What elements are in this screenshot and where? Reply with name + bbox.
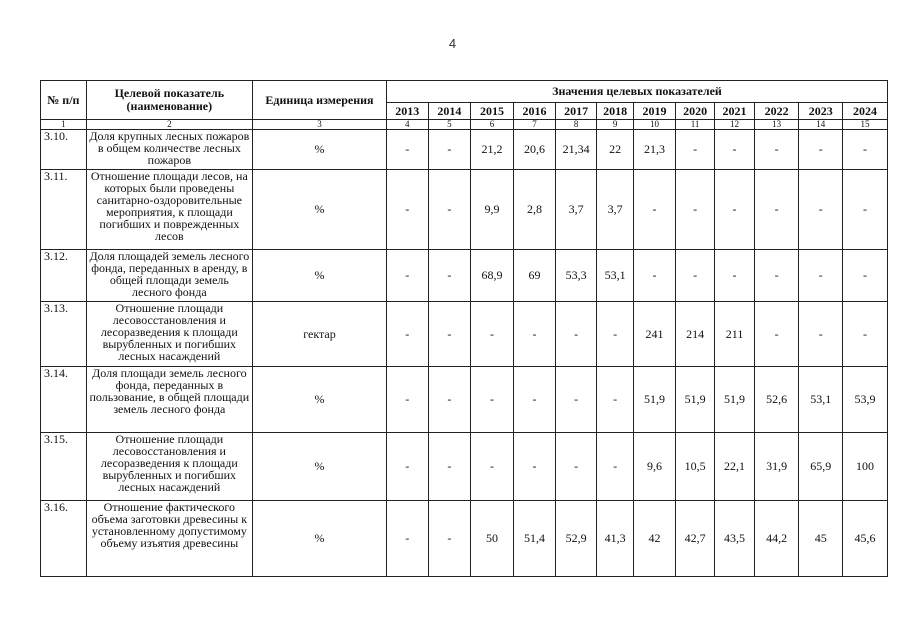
year-cell: 2022 — [754, 103, 799, 120]
value-cell: - — [799, 250, 843, 302]
value-cell: 68,9 — [471, 250, 514, 302]
table-row — [41, 170, 888, 250]
column-number: 7 — [513, 120, 556, 130]
value-cell: - — [754, 170, 799, 250]
column-number: 2 — [86, 120, 252, 130]
value-cell: 241 — [634, 302, 676, 367]
value-cell: 20,6 — [513, 130, 556, 170]
indicator-name: Отношение площади лесовосстановления и лесоразведения к площади вырубленных и погибших лесных насаждений — [86, 433, 252, 501]
value-cell: 52,6 — [754, 367, 799, 433]
value-cell: 50 — [471, 501, 514, 577]
value-cell: - — [799, 302, 843, 367]
value-cell: 100 — [843, 433, 888, 501]
indicator-name: Отношение фактического объема заготовки древесины к установленному допустимому объему изъятия древесины — [86, 501, 252, 577]
value-cell: - — [715, 130, 754, 170]
value-cell: - — [428, 501, 471, 577]
indicator-name: Доля площадей земель лесного фонда, переданных в аренду, в общей площади земель лесного фонда — [86, 250, 252, 302]
value-cell: - — [513, 367, 556, 433]
column-number: 15 — [843, 120, 888, 130]
value-cell: - — [428, 250, 471, 302]
row-number: 3.11. — [41, 170, 87, 250]
value-cell: 51,9 — [675, 367, 714, 433]
table-body — [41, 130, 888, 577]
value-cell: - — [843, 170, 888, 250]
table-row — [41, 250, 888, 302]
column-number: 11 — [675, 120, 714, 130]
row-number: 3.16. — [41, 501, 87, 577]
value-cell: - — [634, 250, 676, 302]
page-number: 4 — [448, 36, 457, 51]
value-cell: 45 — [799, 501, 843, 577]
indicator-name: Доля крупных лесных пожаров в общем количестве лесных пожаров — [86, 130, 252, 170]
column-number: 5 — [428, 120, 471, 130]
value-cell: - — [428, 302, 471, 367]
value-cell: 65,9 — [799, 433, 843, 501]
unit-cell: % — [252, 367, 386, 433]
value-cell: - — [387, 130, 429, 170]
table-row — [41, 302, 888, 367]
column-number: 3 — [252, 120, 386, 130]
value-cell: 52,9 — [556, 501, 597, 577]
value-cell: 42 — [634, 501, 676, 577]
column-number: 4 — [387, 120, 429, 130]
value-cell: - — [596, 433, 633, 501]
row-number: 3.14. — [41, 367, 87, 433]
value-cell: 3,7 — [596, 170, 633, 250]
unit-cell: % — [252, 250, 386, 302]
header-num: № п/п — [41, 81, 87, 120]
value-cell: 9,9 — [471, 170, 514, 250]
column-number: 6 — [471, 120, 514, 130]
column-number: 9 — [596, 120, 633, 130]
year-cell: 2016 — [513, 103, 556, 120]
value-cell: - — [596, 302, 633, 367]
year-cell: 2019 — [634, 103, 676, 120]
value-cell: - — [754, 302, 799, 367]
value-cell: - — [387, 433, 429, 501]
year-cell: 2013 — [387, 103, 429, 120]
value-cell: - — [428, 170, 471, 250]
indicator-name: Доля площади земель лесного фонда, переданных в пользование, в общей площади земель лесного фонда — [86, 367, 252, 433]
value-cell: 53,1 — [799, 367, 843, 433]
value-cell: - — [675, 250, 714, 302]
table-header — [41, 81, 888, 130]
value-cell: 43,5 — [715, 501, 754, 577]
unit-cell: % — [252, 170, 386, 250]
column-number: 8 — [556, 120, 597, 130]
value-cell: 69 — [513, 250, 556, 302]
column-number: 14 — [799, 120, 843, 130]
value-cell: 10,5 — [675, 433, 714, 501]
value-cell: - — [675, 130, 714, 170]
value-cell: 51,4 — [513, 501, 556, 577]
value-cell: 53,1 — [596, 250, 633, 302]
year-cell: 2017 — [556, 103, 597, 120]
value-cell: - — [556, 433, 597, 501]
row-number: 3.15. — [41, 433, 87, 501]
value-cell: 45,6 — [843, 501, 888, 577]
value-cell: - — [513, 302, 556, 367]
row-number: 3.13. — [41, 302, 87, 367]
value-cell: 21,34 — [556, 130, 597, 170]
value-cell: 2,8 — [513, 170, 556, 250]
value-cell: - — [843, 130, 888, 170]
value-cell: 9,6 — [634, 433, 676, 501]
value-cell: - — [715, 250, 754, 302]
row-number: 3.10. — [41, 130, 87, 170]
target-indicators-table — [40, 80, 888, 577]
value-cell: 42,7 — [675, 501, 714, 577]
value-cell: - — [715, 170, 754, 250]
year-cell: 2024 — [843, 103, 888, 120]
table-row — [41, 130, 888, 170]
value-cell: - — [513, 433, 556, 501]
unit-cell: гектар — [252, 302, 386, 367]
value-cell: - — [799, 130, 843, 170]
year-cell: 2023 — [799, 103, 843, 120]
value-cell: - — [471, 367, 514, 433]
value-cell: - — [387, 170, 429, 250]
value-cell: 22,1 — [715, 433, 754, 501]
value-cell: - — [754, 250, 799, 302]
unit-cell: % — [252, 501, 386, 577]
value-cell: - — [799, 170, 843, 250]
value-cell: 53,3 — [556, 250, 597, 302]
value-cell: - — [556, 302, 597, 367]
table-row — [41, 501, 888, 577]
year-cell: 2020 — [675, 103, 714, 120]
value-cell: - — [387, 501, 429, 577]
column-number: 10 — [634, 120, 676, 130]
value-cell: 22 — [596, 130, 633, 170]
value-cell: 31,9 — [754, 433, 799, 501]
indicator-name: Отношение площади лесов, на которых были проведены санитарно-оздоровительные мероприятия, к площади погибших и поврежденных лесов — [86, 170, 252, 250]
value-cell: 51,9 — [634, 367, 676, 433]
value-cell: - — [471, 433, 514, 501]
row-number: 3.12. — [41, 250, 87, 302]
value-cell: - — [471, 302, 514, 367]
value-cell: - — [428, 367, 471, 433]
value-cell: 53,9 — [843, 367, 888, 433]
unit-cell: % — [252, 130, 386, 170]
header-indicator: Целевой показатель (наименование) — [86, 81, 252, 120]
value-cell: - — [675, 170, 714, 250]
value-cell: - — [387, 302, 429, 367]
column-number: 13 — [754, 120, 799, 130]
value-cell: - — [428, 130, 471, 170]
header-values: Значения целевых показателей — [387, 81, 888, 103]
header-unit: Единица измерения — [252, 81, 386, 120]
value-cell: 41,3 — [596, 501, 633, 577]
value-cell: 211 — [715, 302, 754, 367]
value-cell: 21,2 — [471, 130, 514, 170]
table-row — [41, 433, 888, 501]
value-cell: - — [754, 130, 799, 170]
table-row — [41, 367, 888, 433]
column-number: 12 — [715, 120, 754, 130]
year-cell: 2014 — [428, 103, 471, 120]
value-cell: 21,3 — [634, 130, 676, 170]
value-cell: 214 — [675, 302, 714, 367]
value-cell: 3,7 — [556, 170, 597, 250]
indicator-name: Отношение площади лесовосстановления и лесоразведения к площади вырубленных и погибших лесных насаждений — [86, 302, 252, 367]
value-cell: - — [843, 250, 888, 302]
value-cell: - — [556, 367, 597, 433]
value-cell: 51,9 — [715, 367, 754, 433]
value-cell: - — [843, 302, 888, 367]
column-number: 1 — [41, 120, 87, 130]
column-numbers-row — [41, 120, 888, 130]
value-cell: 44,2 — [754, 501, 799, 577]
value-cell: - — [596, 367, 633, 433]
value-cell: - — [387, 250, 429, 302]
year-cell: 2015 — [471, 103, 514, 120]
year-cell: 2018 — [596, 103, 633, 120]
value-cell: - — [387, 367, 429, 433]
year-cell: 2021 — [715, 103, 754, 120]
value-cell: - — [428, 433, 471, 501]
value-cell: - — [634, 170, 676, 250]
unit-cell: % — [252, 433, 386, 501]
